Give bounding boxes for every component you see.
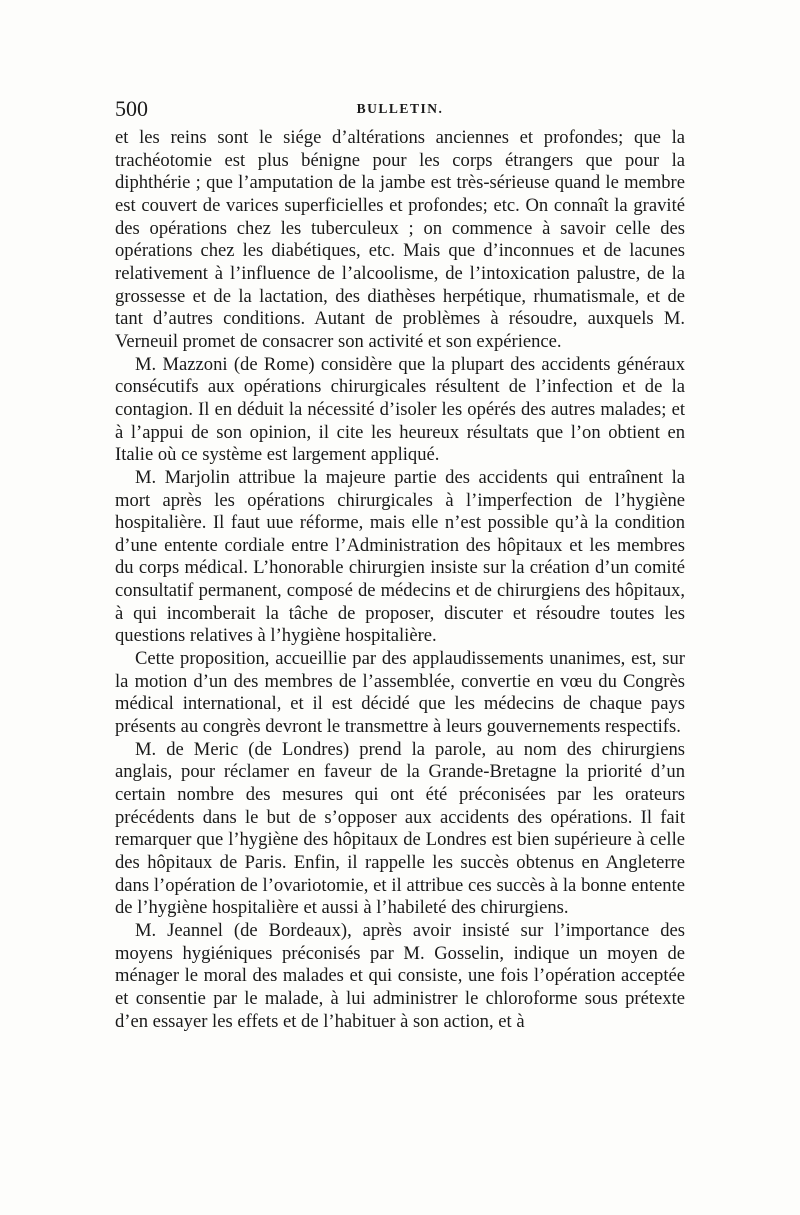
paragraph-continuation: et les reins sont le siége d’altérations anciennes et profondes; que la trachéotomie est plus bénigne pour les corps étrangers que pour la diphthérie ; que l’amputation de la jambe est très-sérieuse quand le membre est couvert de varices superficielles et profondes; etc. On connaît la gravité des opérations chez les tuberculeux ; on commence à savoir celle des opérations chez les diabétiques, etc. Mais que d’inconnues et de lacunes relativement à l’influence de l’alcoolisme, de l’intoxication palustre, de la grossesse et de la lactation, des diathèses herpétique, rhumatismale, et de tant d’autres conditions. Autant de problèmes à résoudre, auxquels M. Verneuil promet de consacrer son activité et son expérience. <box>115 127 685 352</box>
paragraph-mazzoni: M. Mazzoni (de Rome) considère que la plupart des accidents généraux consécutifs aux opérations chirurgicales résultent de l’infection et de la contagion. Il en déduit la nécessité d’isoler les opérés des autres malades; et à l’appui de son opinion, il cite les heureux résultats que l’on obtient en Italie où ce système est largement appliqué. <box>115 353 685 466</box>
paragraph-jeannel: M. Jeannel (de Bordeaux), après avoir insisté sur l’importance des moyens hygiéniques préconisés par M. Gosselin, indique un moyen de ménager le moral des malades et qui consiste, une fois l’opération acceptée et consentie par le malade, à lui administrer le chloroforme sous prétexte d’en essayer les effets et de l’habituer à son action, et à <box>115 919 685 1032</box>
running-title: BULLETIN. <box>356 101 444 116</box>
paragraph-marjolin: M. Marjolin attribue la majeure partie des accidents qui entraînent la mort après les opérations chirurgicales à l’imperfection de l’hygiène hospitalière. Il faut uue réforme, mais elle n’est possible qu’à la condition d’une entente cordiale entre l’Administration des hôpitaux et les membres du corps médical. L’honorable chirurgien insiste sur la création d’un comité consultatif permanent, composé de médecins et de chirurgiens des hôpitaux, à qui incomberait la tâche de proposer, discuter et résoudre toutes les questions relatives à l’hygiène hospitalière. <box>115 466 685 647</box>
body-text <box>115 127 685 1033</box>
paragraph-de-meric: M. de Meric (de Londres) prend la parole, au nom des chirurgiens anglais, pour réclamer en faveur de la Grande-Bretagne la priorité d’un certain nombre des mesures qui ont été préconisées par les orateurs précédents dans le but de s’opposer aux accidents des opérations. Il fait remarquer que l’hygiène des hôpitaux de Londres est bien supérieure à celle des hôpitaux de Paris. Enfin, il rappelle les succès obtenus en Angleterre dans l’opération de l’ovariotomie, et il attribue ces succès à la bonne entente de l’hygiène hospitalière et aussi à l’habileté des chirurgiens. <box>115 738 685 919</box>
page-header <box>115 96 685 122</box>
paragraph-proposition: Cette proposition, accueillie par des applaudissements unanimes, est, sur la motion d’un des membres de l’assemblée, convertie en vœu du Congrès médical international, et il est décidé que les médecins de chaque pays présents au congrès devront le transmettre à leurs gouvernements respectifs. <box>115 648 685 738</box>
page-number: 500 <box>115 96 148 121</box>
